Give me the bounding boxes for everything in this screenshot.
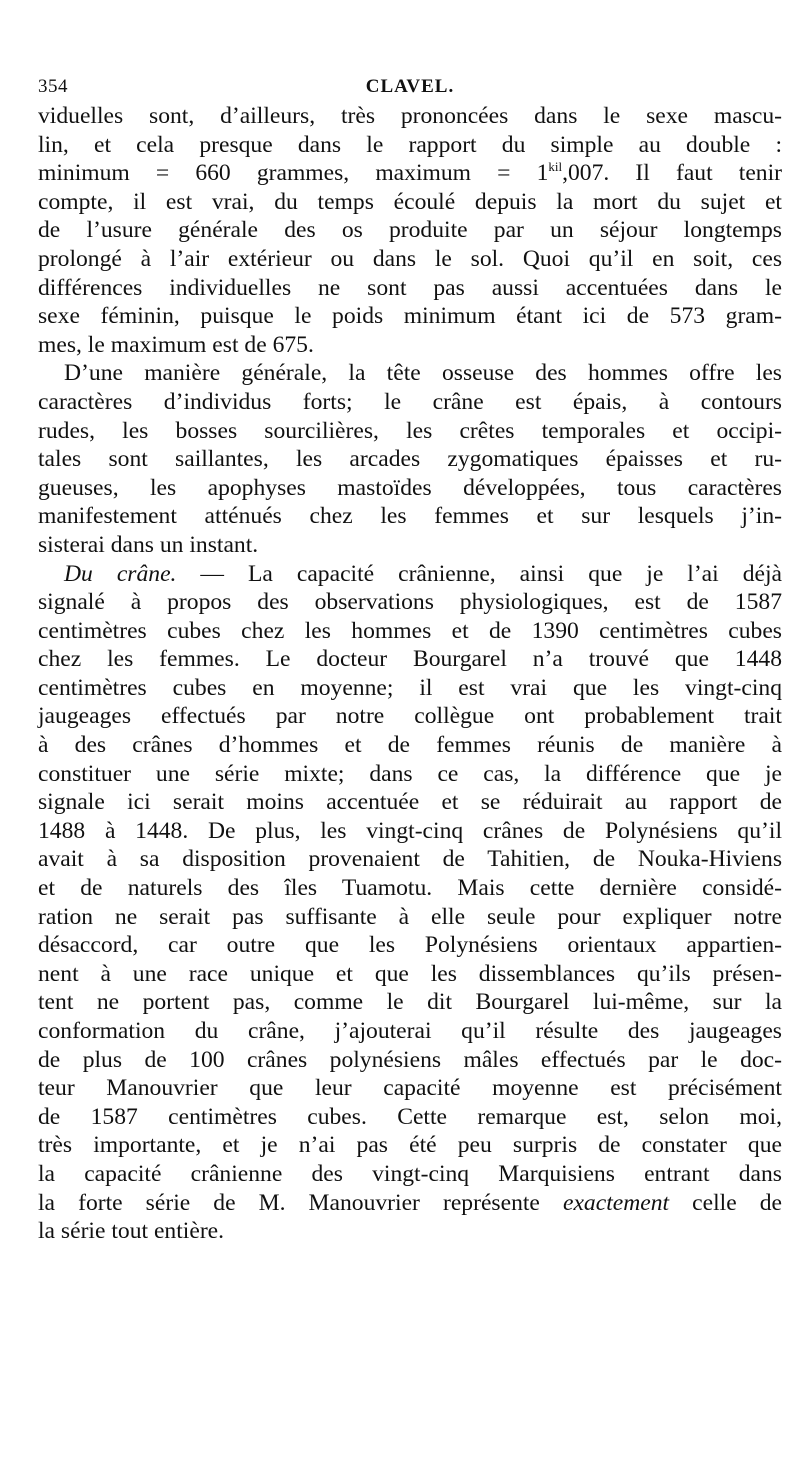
text-line: chez les femmes. Le docteur Bourgarel n’a trouvé que 1448 xyxy=(38,646,782,673)
paragraph xyxy=(38,102,782,359)
text-line: de 1587 centimètres cubes. Cette remarque est, selon moi, xyxy=(38,1103,782,1130)
running-header xyxy=(38,62,782,102)
text-line: centimètres cubes en moyenne; il est vrai que les vingt-cinq xyxy=(38,674,782,701)
text-line: D’une manière générale, la tête osseuse des hommes offre les xyxy=(64,360,782,387)
text-line: sisterai dans un instant. xyxy=(38,531,259,558)
superscript: kil xyxy=(548,159,563,175)
text-fragment: — La capacité crânienne, ainsi que je l’ai déjà xyxy=(176,560,782,587)
text-line: viduelles sont, d’ailleurs, très prononcées dans le sexe mascu- xyxy=(38,103,782,129)
text-line: 1488 à 1448. De plus, les vingt-cinq crânes de Polynésiens qu’il xyxy=(38,817,782,844)
text-line: constituer une série mixte; dans ce cas, la différence que je xyxy=(38,760,782,787)
text-line xyxy=(38,159,782,188)
text-line: sexe féminin, puisque le poids minimum étant ici de 573 gram- xyxy=(38,303,782,330)
text-line: et de naturels des îles Tuamotu. Mais cette dernière considé- xyxy=(38,875,782,902)
body-text xyxy=(38,102,782,1246)
section-heading: Du crâne. xyxy=(64,560,177,587)
text-fragment: ,007. Il faut tenir xyxy=(562,160,782,187)
text-line: caractères d’individus forts; le crâne est épais, à contours xyxy=(38,388,782,415)
text-line: compte, il est vrai, du temps écoulé depuis la mort du sujet et xyxy=(38,188,782,215)
text-line xyxy=(38,560,782,589)
text-line: signalé à propos des observations physiologiques, est de 1587 xyxy=(38,589,782,616)
text-line xyxy=(38,1189,782,1218)
text-fragment: celle de xyxy=(669,1189,783,1216)
text-fragment: minimum = 660 grammes, maximum = 1 xyxy=(38,160,549,187)
text-line: lin, et cela presque dans le rapport du simple au double : xyxy=(38,131,782,158)
text-line: gueuses, les apophyses mastoïdes développées, tous caractères xyxy=(38,474,782,501)
text-line: manifestement atténués chez les femmes et sur lesquels j’in- xyxy=(38,503,782,530)
text-fragment: la forte série de M. Manouvrier représente xyxy=(38,1189,540,1216)
header-title: CLAVEL. xyxy=(365,76,455,97)
text-line: prolongé à l’air extérieur ou dans le sol. Quoi qu’il en soit, ces xyxy=(38,245,782,272)
text-line: tales sont saillantes, les arcades zygomatiques épaisses et ru- xyxy=(38,446,782,473)
text-line: désaccord, car outre que les Polynésiens orientaux appartien- xyxy=(38,932,782,959)
text-line: différences individuelles ne sont pas aussi accentuées dans le xyxy=(38,274,782,301)
paragraph xyxy=(38,560,782,1246)
text-line: nent à une race unique et que les dissemblances qu’ils présen- xyxy=(38,960,782,987)
text-line: mes, le maximum est de 675. xyxy=(38,331,314,358)
text-line: à des crânes d’hommes et de femmes réunis de manière à xyxy=(38,732,782,759)
text-line: avait à sa disposition provenaient de Tahitien, de Nouka-Hiviens xyxy=(38,846,782,873)
paragraph xyxy=(38,359,782,559)
book-page xyxy=(38,62,782,1246)
text-line: ration ne serait pas suffisante à elle seule pour expliquer notre xyxy=(38,903,782,930)
text-line: signale ici serait moins accentuée et se réduirait au rapport de xyxy=(38,789,782,816)
page-number: 354 xyxy=(38,76,68,97)
text-line: la série tout entière. xyxy=(38,1218,225,1245)
text-line: de l’usure générale des os produite par un séjour longtemps xyxy=(38,217,782,244)
text-line: centimètres cubes chez les hommes et de 1390 centimètres cubes xyxy=(38,617,782,644)
text-line: jaugeages effectués par notre collègue ont probablement trait xyxy=(38,703,782,730)
text-line: tent ne portent pas, comme le dit Bourgarel lui-même, sur la xyxy=(38,989,782,1016)
text-line: conformation du crâne, j’ajouterai qu’il résulte des jaugeages xyxy=(38,1018,782,1044)
emphasized-word: exactement xyxy=(562,1189,670,1216)
text-line: la capacité crânienne des vingt-cinq Marquisiens entrant dans xyxy=(38,1160,782,1187)
text-line: très importante, et je n’ai pas été peu surpris de constater que xyxy=(38,1132,782,1159)
text-line: de plus de 100 crânes polynésiens mâles effectués par le doc- xyxy=(38,1046,782,1073)
text-line: rudes, les bosses sourcilières, les crêtes temporales et occipi- xyxy=(38,417,782,444)
text-line: teur Manouvrier que leur capacité moyenne est précisément xyxy=(38,1075,782,1102)
